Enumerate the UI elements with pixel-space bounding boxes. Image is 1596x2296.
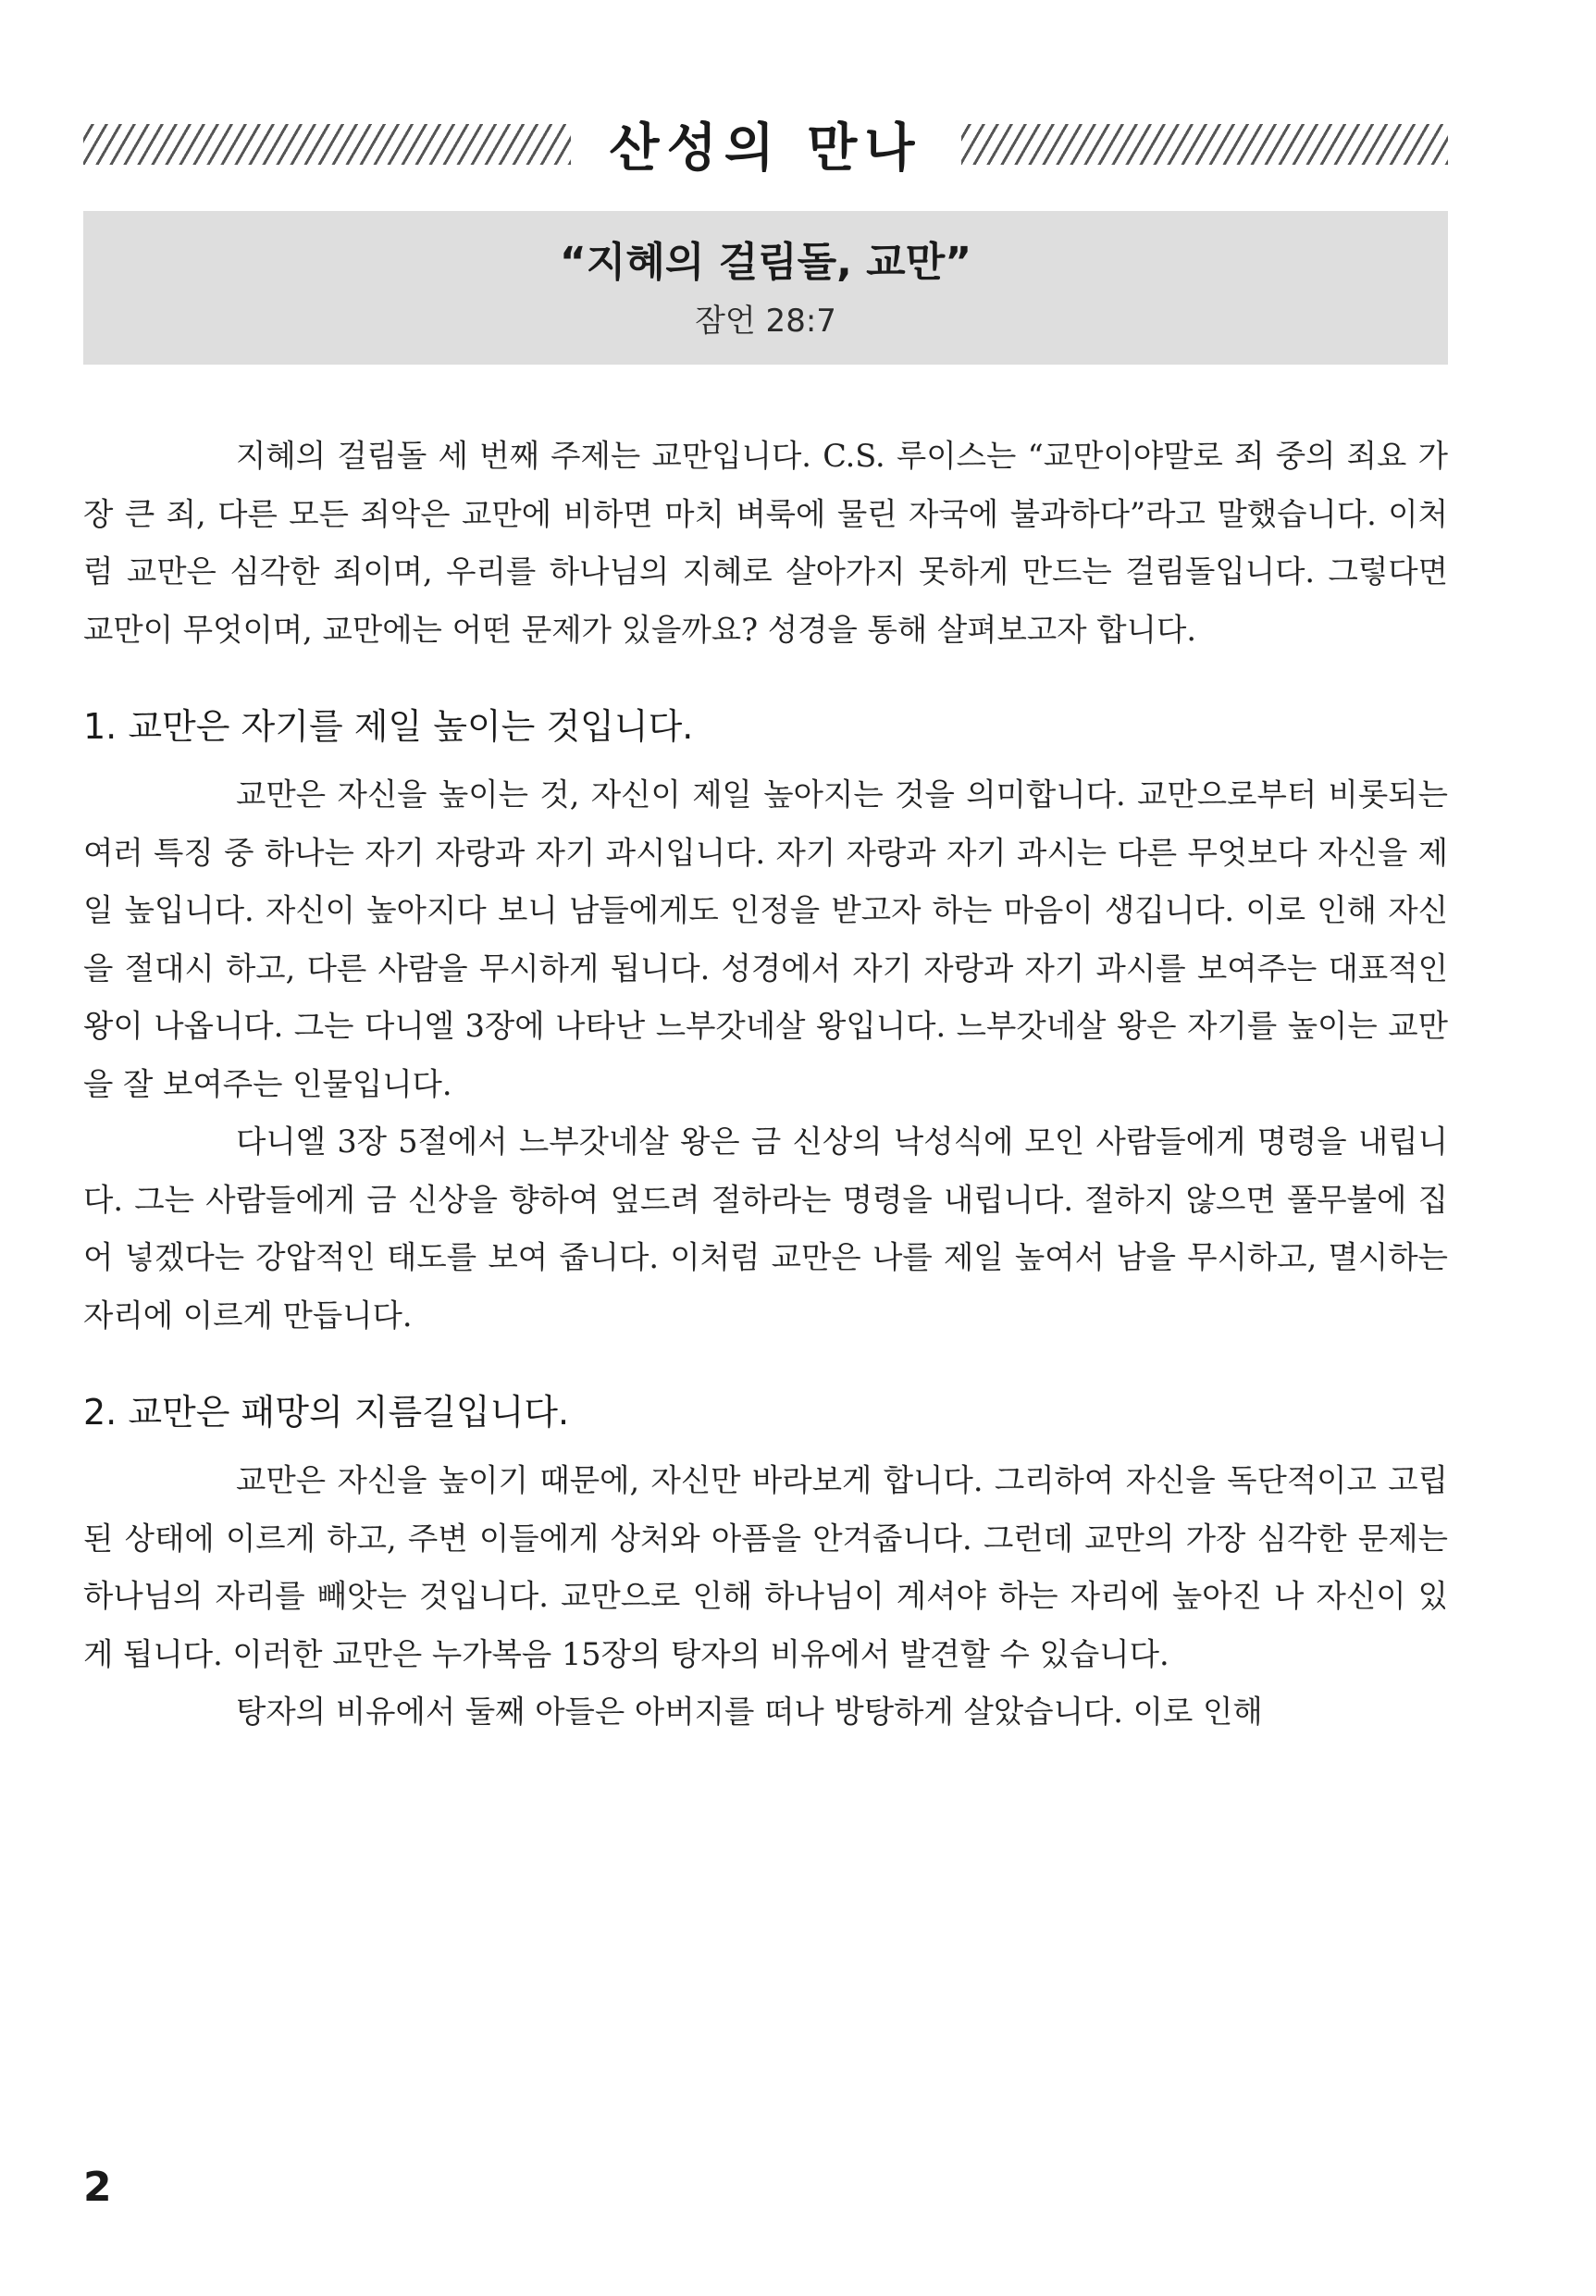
hatch-rule-right [961, 124, 1449, 165]
section-1-paragraph-2: 다니엘 3장 5절에서 느부갓네살 왕은 금 신상의 낙성식에 모인 사람들에게 명령을 내립니다. 그는 사람들에게 금 신상을 향하여 엎드려 절하라는 명령을 내립니다. 절하지 않으면 풀무불에 집어 넣겠다는 강압적인 태도를 보여 줍니다. 이처럼 교만은 나를 제일 높여서 남을 무시하고, 멸시하는 자리에 이르게 만듭니다. [83, 1123, 1448, 1334]
page-header [83, 109, 1448, 180]
body-text [83, 428, 1448, 1742]
intro-paragraph: 지혜의 걸림돌 세 번째 주제는 교만입니다. C.S. 루이스는 “교만이야말로 죄 중의 죄요 가장 큰 죄, 다른 모든 죄악은 교만에 비하면 마치 벼룩에 물린 자국에 불과하다”라고 말했습니다. 이처럼 교만은 심각한 죄이며, 우리를 하나님의 지혜로 살아가지 못하게 만드는 걸림돌입니다. 그렇다면 교만이 무엇이며, 교만에는 어떤 문제가 있을까요? 성경을 통해 살펴보고자 합니다. [83, 438, 1448, 648]
header-title: 산성의 만나 [609, 118, 922, 179]
sermon-title: “지혜의 걸림돌, 교만” [559, 239, 972, 286]
page-number: 2 [83, 2164, 112, 2211]
section-2-paragraph-2: 탕자의 비유에서 둘째 아들은 아버지를 떠나 방탕하게 살았습니다. 이로 인해 [236, 1694, 1263, 1730]
scripture-reference: 잠언 28:7 [695, 303, 836, 340]
sermon-title-box [83, 211, 1448, 365]
section-heading-1: 1. 교만은 자기를 제일 높이는 것입니다. [83, 706, 694, 747]
section-2-paragraph-1: 교만은 자신을 높이기 때문에, 자신만 바라보게 합니다. 그리하여 자신을 독단적이고 고립된 상태에 이르게 하고, 주변 이들에게 상처와 아픔을 안겨줍니다. 그런데 교만의 가장 심각한 문제는 하나님의 자리를 빼앗는 것입니다. 교만으로 인해 하나님이 계셔야 하는 자리에 높아진 나 자신이 있게 됩니다. 이러한 교만은 누가복음 15장의 탕자의 비유에서 발견할 수 있습니다. [83, 1462, 1448, 1672]
section-heading-2: 2. 교만은 패망의 지름길입니다. [83, 1392, 570, 1433]
hatch-rule-left [83, 124, 571, 165]
section-1-paragraph-1: 교만은 자신을 높이는 것, 자신이 제일 높아지는 것을 의미합니다. 교만으로부터 비롯되는 여러 특징 중 하나는 자기 자랑과 자기 과시입니다. 자기 자랑과 자기 과시는 다른 무엇보다 자신을 제일 높입니다. 자신이 높아지다 보니 남들에게도 인정을 받고자 하는 마음이 생깁니다. 이로 인해 자신을 절대시 하고, 다른 사람을 무시하게 됩니다. 성경에서 자기 자랑과 자기 과시를 보여주는 대표적인 왕이 나옵니다. 그는 다니엘 3장에 나타난 느부갓네살 왕입니다. 느부갓네살 왕은 자기를 높이는 교만을 잘 보여주는 인물입니다. [83, 776, 1448, 1102]
